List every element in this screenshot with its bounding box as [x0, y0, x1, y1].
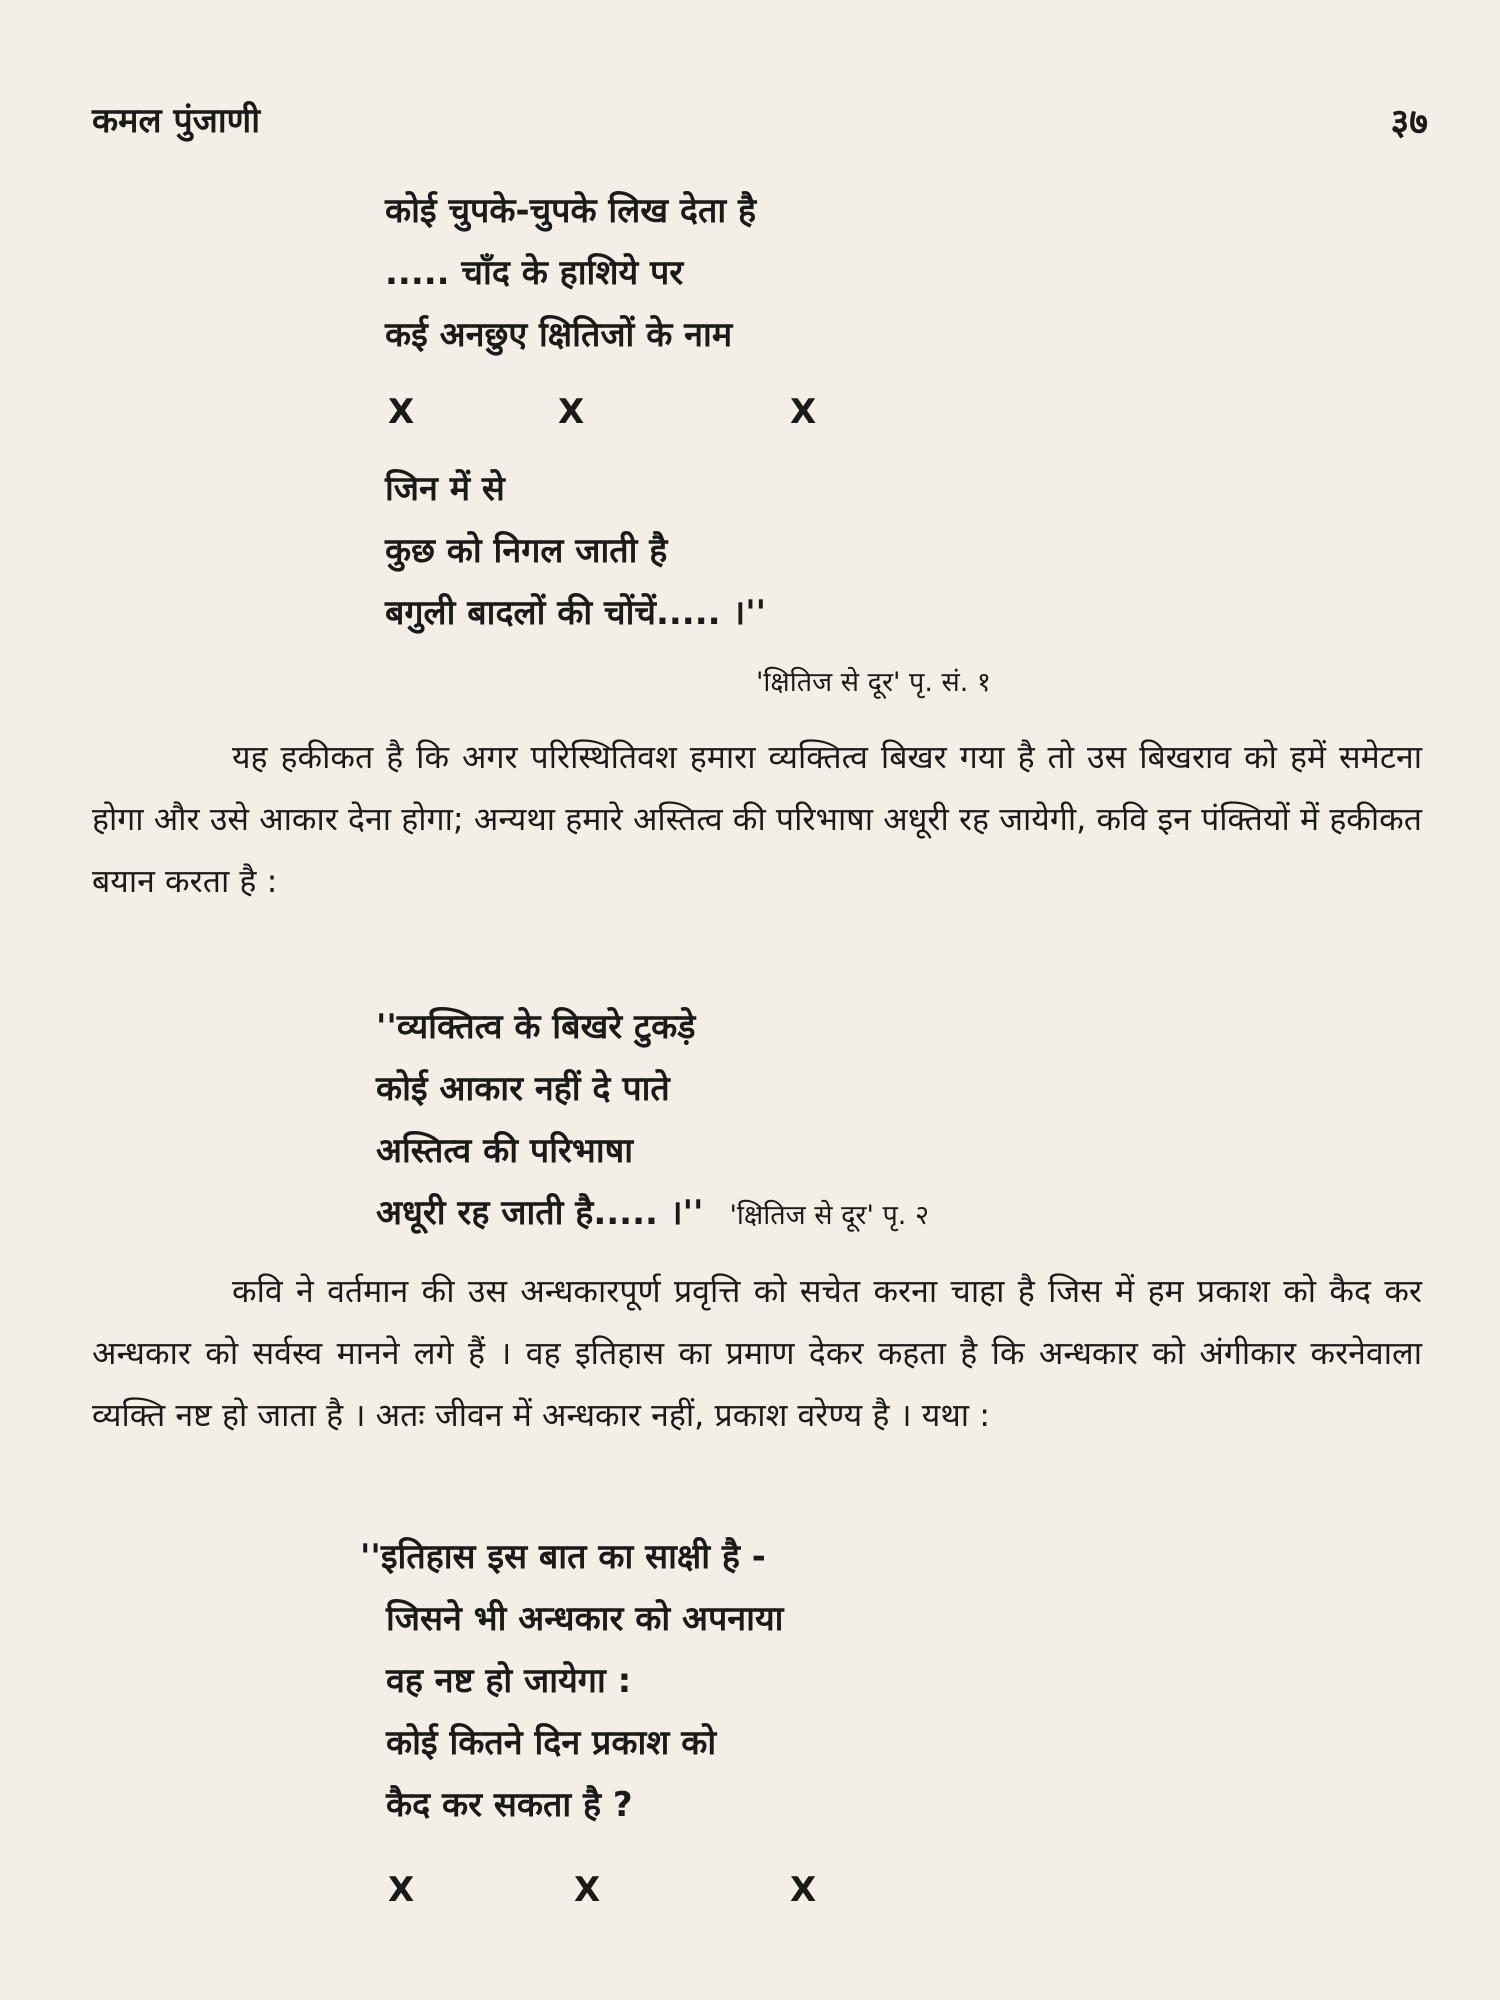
verse-line: कुछ को निगल जाती है [385, 531, 668, 571]
verse-line [376, 1182, 929, 1247]
paragraph-1: यह हकीकत है कि अगर परिस्थितिवश हमारा व्यक्तित्व बिखर गया है तो उस बिखराव को हमें समेटना होगा और उसे आकार देना होगा; अन्यथा हमारे अस्तित्व की परिभाषा अधूरी रह जायेगी, कवि इन पंक्तियों में हकीकत बयान करता है : [92, 738, 1422, 900]
verse-line: जिसने भी अन्धकार को अपनाया [386, 1599, 784, 1639]
separator-mark: X [388, 1870, 415, 1910]
separator-mark: X [790, 392, 817, 432]
citation-1: 'क्षितिज से दूर' पृ. सं. १ [756, 667, 991, 698]
verse-line: ''व्यक्तित्व के बिखरे टुकड़े [376, 1007, 696, 1047]
separator-mark: X [574, 1870, 601, 1910]
separator-mark: X [558, 392, 585, 432]
verse-line: कैद कर सकता है ? [386, 1785, 633, 1825]
verse-line: कोई चुपके-चुपके लिख देता है [385, 191, 757, 231]
verse-block-3 [376, 996, 929, 1247]
section-separator-2 [0, 1870, 1500, 1920]
paragraph-2: कवि ने वर्तमान की उस अन्धकारपूर्ण प्रवृत्ति को सचेत करना चाहा है जिस में हम प्रकाश को कैद कर अन्धकार को सर्वस्व मानने लगे हैं । वह इतिहास का प्रमाण देकर कहता है कि अन्धकार को अंगीकार करनेवाला व्यक्ति नष्ट हो जाता है । अतः जीवन में अन्धकार नहीं, प्रकाश वरेण्य है । यथा : [92, 1272, 1422, 1434]
verse-block-4 [360, 1526, 783, 1836]
verse-line: अस्तित्व की परिभाषा [376, 1131, 634, 1171]
section-separator-1 [0, 392, 1500, 442]
citation-2: 'क्षितिज से दूर' पृ. २ [729, 1200, 930, 1231]
verse-block-1 [385, 180, 756, 366]
running-header-author: कमल पुंजाणी [92, 101, 261, 141]
verse-line: ''इतिहास इस बात का साक्षी है - [360, 1537, 766, 1577]
verse-line-text: अधूरी रह जाती है..... ।'' [376, 1193, 704, 1233]
verse-line: वह नष्ट हो जायेगा : [386, 1661, 632, 1701]
verse-block-2 [385, 458, 766, 644]
separator-mark: X [790, 1870, 817, 1910]
verse-line: कई अनछुए क्षितिजों के नाम [385, 315, 733, 355]
verse-line: बगुली बादलों की चोंचें..... ।'' [385, 593, 767, 633]
verse-line: जिन में से [385, 469, 505, 509]
separator-mark: X [388, 392, 415, 432]
verse-line: ..... चाँद के हाशिये पर [385, 253, 684, 293]
verse-line: कोई आकार नहीं दे पाते [376, 1069, 670, 1109]
page-number: ३७ [1390, 102, 1428, 143]
verse-line: कोई कितने दिन प्रकाश को [386, 1723, 717, 1763]
